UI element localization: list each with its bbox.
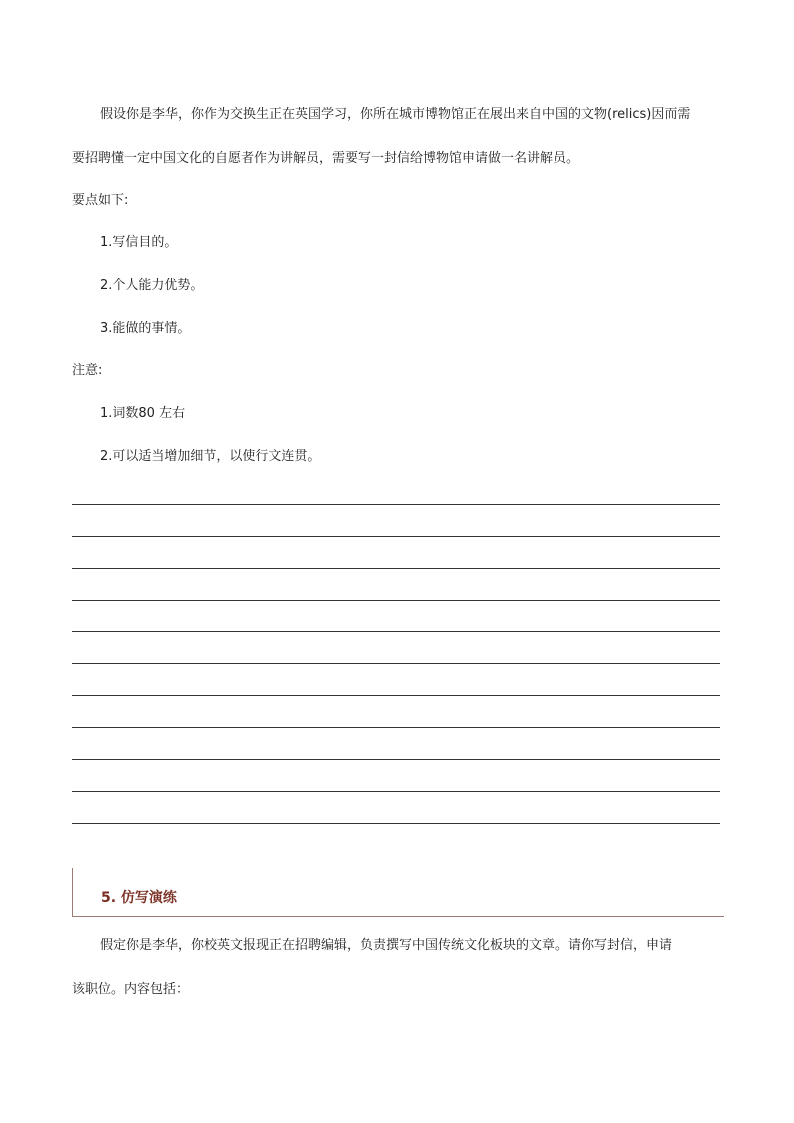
- point-item-2: 2.个人能力优势。: [100, 278, 204, 293]
- section-text-line-1: 假定你是李华，你校英文报现正在招聘编辑，负责撰写中国传统文化板块的文章。请你写封信，申请: [100, 938, 673, 953]
- note-item-1: 1.词数80 左右: [100, 406, 186, 421]
- points-heading: 要点如下:: [72, 193, 129, 208]
- answer-line[interactable]: [72, 582, 720, 614]
- answer-line[interactable]: [72, 550, 720, 582]
- section-header: [72, 868, 724, 917]
- prompt-line-1: 假设你是李华，你作为交换生正在英国学习，你所在城市博物馆正在展出来自中国的文物(relics)因而需: [100, 107, 691, 122]
- point-item-3: 3.能做的事情。: [100, 321, 191, 336]
- answer-lines[interactable]: [72, 486, 720, 837]
- answer-line[interactable]: [72, 486, 720, 518]
- answer-line[interactable]: [72, 773, 720, 805]
- answer-line[interactable]: [72, 645, 720, 677]
- note-item-2: 2.可以适当增加细节，以使行文连贯。: [100, 449, 321, 464]
- answer-line[interactable]: [72, 677, 720, 709]
- answer-line[interactable]: [72, 518, 720, 550]
- answer-line[interactable]: [72, 805, 720, 837]
- prompt-line-2: 要招聘懂一定中国文化的自愿者作为讲解员，需要写一封信给博物馆申请做一名讲解员。: [72, 151, 580, 166]
- point-item-1: 1.写信目的。: [100, 235, 178, 250]
- notes-heading: 注意:: [72, 363, 103, 378]
- section-title: 5. 仿写演练: [101, 890, 177, 906]
- section-text-line-2: 该职位。内容包括：: [72, 982, 190, 997]
- answer-line[interactable]: [72, 741, 720, 773]
- answer-line[interactable]: [72, 709, 720, 741]
- answer-line[interactable]: [72, 614, 720, 646]
